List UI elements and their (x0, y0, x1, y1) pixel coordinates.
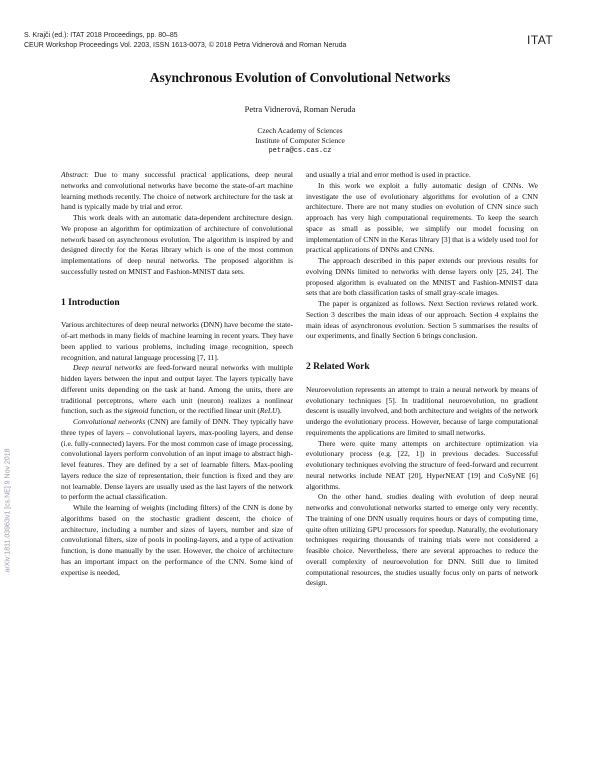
abstract-text-1: Due to many successful practical applications, deep neural networks and convolutional networks have become the state-of-art machine learning methods recently. The choice of network architecture for the task at hand is typically made by trial and error. (61, 170, 293, 212)
intro-paragraph-2 (61, 363, 293, 417)
itat-logo: ITAT (527, 33, 554, 47)
intro-paragraph-4: While the learning of weights (including filters) of the CNN is done by algorithms based on the stochastic gradient descent, the choice of architecture, including a number and sizes of layers, number and size of convolutional filters, size of pools in pooling-layers, and a type of activation function, is done manually by the user. However, the choice of architecture has an important impact on the performance of the CNN. Some kind of expertise is needed, (61, 503, 293, 577)
intro-p2-text-a: are feed-forward neural networks with multiple hidden layers between the input and output layer. The layers typically have different units depending on the task at hand. Among the units, there are traditional perceptrons, where each unit (neuron) realizes a nonlinear function, such as the (61, 363, 293, 416)
section-heading-introduction: 1 Introduction (61, 297, 120, 308)
intro-paragraph-8: The paper is organized as follows. Next Section reviews related work. Section 3 describes the main ideas of our approach. Section 4 explains the main ideas of asynchronous evolution. Section 5 summarises the results of our experiments, and finally Section 6 brings conclusion. (306, 299, 538, 341)
paper-title: Asynchronous Evolution of Convolutional Networks (149, 70, 451, 85)
related-paragraph-1: Neuroevolution represents an attempt to train a neural network by means of evolutionary techniques [5]. In traditional neuroevolution, no gradient descent is usually involved, and both architecture and weights of the network undergo the evolutionary process. However, because of large computational requirements the applications are limited to small networks. (306, 384, 538, 437)
left-column (61, 170, 293, 578)
intro-paragraph-6: In this work we exploit a fully automatic design of CNNs. We investigate the use of evolutionary algorithms for evolution of a CNN architecture. There are not many studies on evolution of CNN since such approach has very high computational requirements. To keep the search space as small as possible, we simplify our model focusing on implementation of CNN in the Keras library [3] that is a widely used tool for practical applications of DNNs and CNNs. (306, 180, 538, 255)
intro-p2-text-c: ). (277, 406, 282, 416)
term-sigmoid: sigmoid (124, 406, 149, 416)
abstract-label: Abstract: (61, 170, 89, 179)
intro-p3-text: (CNN) are family of DNN. They typically have three types of layers – convolutional layers, max-pooling layers, and dense (i.e. fully-connected) layers. For the most common case of image processing, convolutional layers perform convolution of an input image to abstract high-level features. They are defined by a set of learnable filters. Max-pooling layers reduce the size of representation, their function is fixed and they are not learnable. Dense layers are usually used as the last layers of the network to perform the actual classification. (61, 417, 293, 502)
intro-paragraph-1: Various architectures of deep neural networks (DNN) have become the state-of-art methods in many fields of machine learning in recent years. They have been applied to various problems, including image recognition, speech recognition, and natural language processing [7, 11]. (61, 320, 293, 362)
running-header (24, 31, 346, 51)
term-relu: ReLU (259, 406, 278, 416)
abstract-paragraph-1 (61, 170, 293, 213)
term-dnn: Deep neural networks (73, 363, 142, 373)
related-paragraph-2: There were quite many attempts on architecture optimization via evolutionary process (e.g. [22, 1]) in previous decades. Successful evolutionary techniques evolving the structure of feed-forward and recurrent neural networks include NEAT [20], HyperNEAT [19] and CoSyNE [6] algorithms. (306, 438, 538, 491)
header-line-1: S. Krajči (ed.): ITAT 2018 Proceedings, pp. 80–85 (24, 32, 178, 39)
related-paragraph-3: On the other hand, studies dealing with evolution of deep neural networks and convolutional networks started to emerge only very recently. The training of one DNN usually requires hours or days of computing time, quite often utilizing GPU processors for speedup. Naturally, the evolutionary techniques requiring thousands of training trials were not considered a feasible choice. Nevertheless, there are several approaches to reduce the overall complexity of neuroevolution for DNN. Still due to limited computational resources, the studies usually focus only on parts of network design. (306, 492, 538, 588)
section-heading-related-work: 2 Related Work (306, 362, 370, 372)
author-email[interactable]: petra@cs.cas.cz (268, 147, 332, 155)
right-column (306, 170, 538, 589)
intro-paragraph-7: The approach described in this paper extends our previous results for evolving DNNs limited to networks with dense layers only [25, 24]. The proposed algorithm is evaluated on the MNIST and Fashion-MNIST data sets that are both classification tasks of small gray-scale images. (306, 256, 538, 298)
affiliation-line-2: Institute of Computer Science (255, 136, 345, 145)
intro-p2-text-b: function, or the rectified linear unit ( (148, 406, 260, 416)
affiliation (0, 126, 600, 156)
header-line-2: CEUR Workshop Proceedings Vol. 2203, ISSN 1613-0073, © 2018 Petra Vidnerová and Roman Neruda (24, 42, 347, 49)
term-cnn: Convolutional networks (73, 417, 146, 426)
arxiv-side-stamp (3, 432, 13, 602)
affiliation-line-1: Czech Academy of Sciences (257, 126, 343, 135)
intro-paragraph-5: and usually a trial and error method is used in practice. (306, 170, 471, 179)
arxiv-stamp-text: arXiv:1811.03963v1 [cs.NE] 9 Nov 2018 (4, 448, 12, 573)
intro-paragraph-3 (61, 417, 293, 503)
abstract-paragraph-2: This work deals with an automatic data-dependent architecture design. We propose an algorithm for optimization of architecture of convolutional network based on asynchronous evolution. The algorithm is inspired by and designed directly for the Keras library which is one of the most common implementations of deep neural networks. The proposed algorithm is successfully tested on MNIST and Fashion-MNIST data sets. (61, 213, 293, 276)
paper-authors: Petra Vidnerová, Roman Neruda (244, 104, 356, 114)
